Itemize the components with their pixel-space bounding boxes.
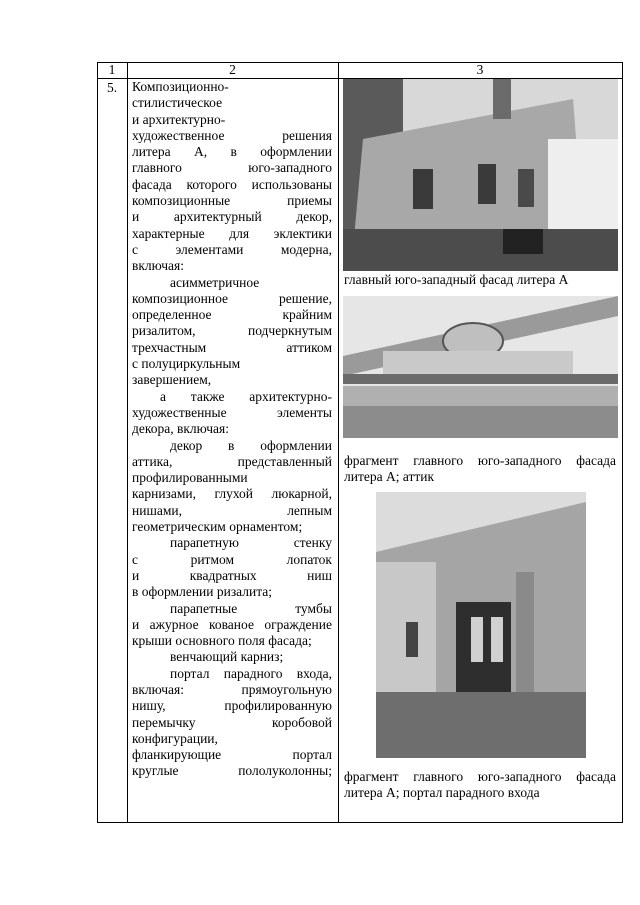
description-line: профилированными [132,470,248,486]
description-line: а также архитектурно- [160,388,332,404]
description-line: асимметричное [170,274,260,290]
description-line: художественное решения [132,127,332,143]
header-col-1: 1 [108,62,116,77]
description-line: композиционные приемы [132,193,332,209]
description-line: нишу, профилированную [132,698,332,714]
attic-photo [343,296,618,438]
description-line: с ритмом лопаток [132,551,332,567]
description-line: характерные для эклектики [132,225,332,241]
col1-divider [127,62,128,823]
description-line: фланкирующие портал [132,747,332,763]
header-col-2: 2 [229,62,236,77]
attic-caption-2: литера А; аттик [344,469,435,484]
description-line: парапетные тумбы [170,600,332,616]
description-line: фасада которого использованы [132,176,332,192]
description-line: художественные элементы [132,404,332,420]
description-line: декор в оформлении [170,437,332,453]
description-line: с элементами модерна, [132,241,332,257]
description-line: стилистическое [132,95,223,111]
description-line: главного юго-западного [132,160,332,176]
header-col-3: 3 [476,62,484,77]
description-line: перемычку коробовой [132,714,332,730]
description-line: включая: [132,258,184,274]
document-table [97,62,623,823]
description-line: и архитектурный декор, [132,209,332,225]
portal-caption-2: литера А; портал парадного входа [344,785,540,800]
description-text [132,79,332,780]
description-line: геометрическим орнаментом; [132,519,303,535]
description-line: нишами, лепным [132,502,332,518]
description-line: литера А, в оформлении [132,144,332,160]
portal-caption-1: фрагмент главного юго-западного фасада [344,769,616,784]
description-line: трехчастным аттиком [132,339,332,355]
description-line: с полуциркульным [132,356,241,372]
attic-caption-1: фрагмент главного юго-западного фасада [344,453,616,468]
description-line: композиционное решение, [132,290,332,306]
description-line: и ажурное кованое ограждение [132,616,332,632]
facade-photo-caption: главный юго-западный фасад литера А [344,272,569,287]
description-line: и архитектурно- [132,111,226,127]
description-line: круглые пололуколонны; [132,763,332,779]
description-line: аттика, представленный [132,453,332,469]
description-line: карнизами, глухой люкарной, [132,486,332,502]
description-line: Композиционно- [132,79,229,94]
portal-photo [376,492,586,758]
description-line: парапетную стенку [170,535,332,551]
description-line: венчающий карниз; [170,649,284,665]
table-left-border [97,62,98,823]
table-bottom-border [97,822,623,823]
row-number: 5. [106,80,118,95]
description-line: крыши основного поля фасада; [132,633,312,649]
description-line: конфигурации, [132,730,218,746]
description-line: портал парадного входа, [170,665,332,681]
facade-photo [343,79,618,271]
table-right-border [622,62,623,823]
description-line: декора, включая: [132,421,229,437]
description-line: ризалитом, подчеркнутым [132,323,332,339]
description-line: включая: прямоугольную [132,681,332,697]
description-line: определенное крайним [132,307,332,323]
description-line: завершением, [132,372,212,388]
col2-divider [338,62,339,823]
description-line: и квадратных ниш [132,567,332,583]
description-line: в оформлении ризалита; [132,584,273,600]
